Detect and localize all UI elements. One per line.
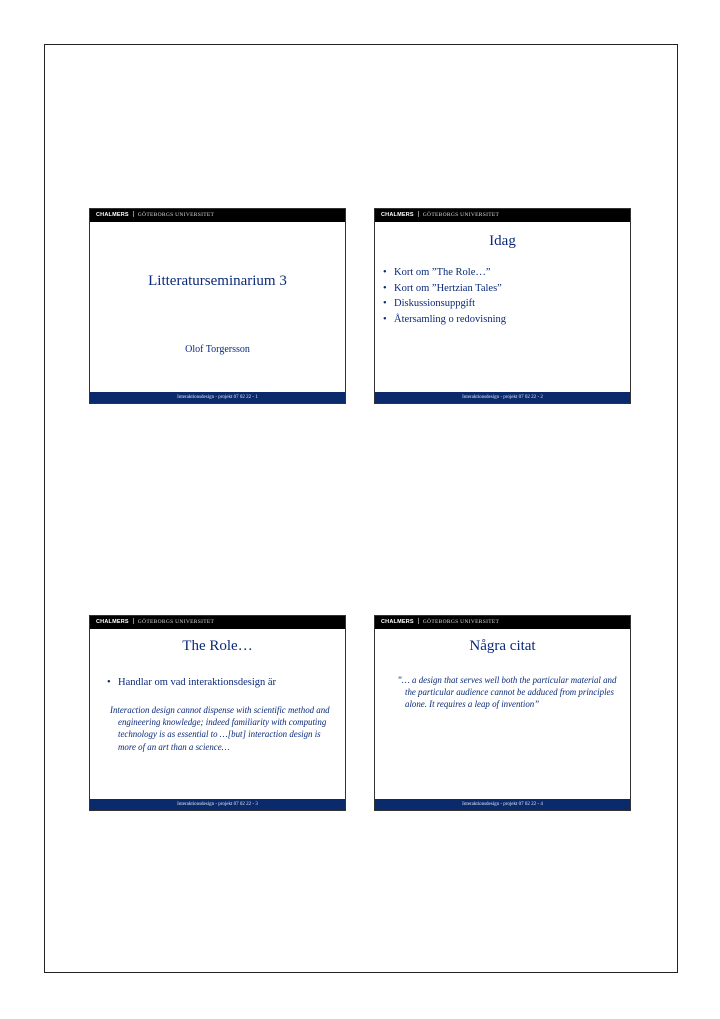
header-separator [418,618,419,624]
list-item: • Diskussionsuppgift [383,296,506,312]
bullet-icon: • [383,313,387,325]
gu-logo: GÖTEBORGS UNIVERSITET [137,212,215,218]
list-item: • Återsamling o redovisning [383,312,506,328]
header-separator [133,618,134,624]
slide-4 [374,615,631,811]
chalmers-logo: CHALMERS [96,619,129,625]
bullet-list [383,265,506,327]
slide-header [90,209,345,222]
slide-2 [374,208,631,404]
quote-text: Interaction design cannot dispense with scientific method and engineering knowledge; indeed familiarity with computing technology is as essential to …[but] interaction design is more of an art than a science… [110,705,330,752]
list-item: • Handlar om vad interaktionsdesign är [107,675,276,691]
slide-footer: Interaktionsdesign - projekt 07 02 22 - 3 [90,799,345,810]
quote-text: ”… a design that serves well both the particular material and the particular audience cannot be adduced from principles alone. It requires a leap of invention” [397,675,617,710]
chalmers-logo: CHALMERS [96,212,129,218]
slide-3 [89,615,346,811]
slide-1 [89,208,346,404]
gu-logo: GÖTEBORGS UNIVERSITET [422,212,500,218]
slide-header [375,209,630,222]
slide-header [375,616,630,629]
slide-title: The Role… [182,638,253,654]
slide-footer: Interaktionsdesign - projekt 07 02 22 - 2 [375,392,630,403]
gu-logo: GÖTEBORGS UNIVERSITET [422,619,500,625]
bullet-icon: • [383,267,387,278]
list-item: • Kort om ”Hertzian Tales” [383,281,506,297]
slide-title: Litteraturseminarium 3 [148,273,287,289]
slide-subtitle: Olof Torgersson [185,344,250,355]
header-separator [418,211,419,217]
slide-title: Några citat [469,638,536,654]
bullet-icon: • [383,298,387,309]
list-item: • Kort om ”The Role…” [383,265,506,281]
bullet-icon: • [107,677,111,688]
slide-header [90,616,345,629]
chalmers-logo: CHALMERS [381,619,414,625]
slide-title: Idag [489,233,516,249]
bullet-list [107,675,276,691]
slide-footer: Interaktionsdesign - projekt 07 02 22 - 1 [90,392,345,403]
bullet-icon: • [383,282,387,294]
page-frame [44,44,678,973]
slide-footer: Interaktionsdesign - projekt 07 02 22 - 4 [375,799,630,810]
chalmers-logo: CHALMERS [381,212,414,218]
gu-logo: GÖTEBORGS UNIVERSITET [137,619,215,625]
header-separator [133,211,134,217]
